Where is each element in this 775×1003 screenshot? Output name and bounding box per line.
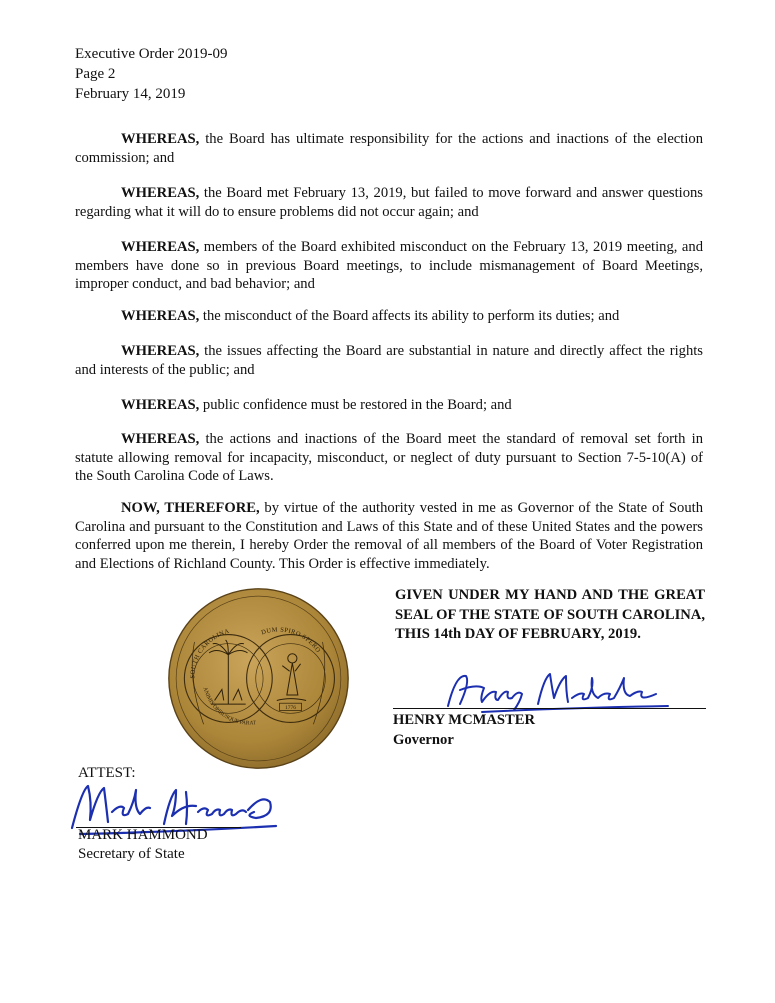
whereas-paragraph: WHEREAS, the misconduct of the Board affects its ability to perform its duties; and [121,308,620,324]
whereas-paragraph: WHEREAS, the actions and inactions of the Board meet the standard of removal set forth in statute allowing removal for incapacity, misconduct, or neglect of duty pursuant to Section 7-5-10(A) of the South Carolina Code of Laws. [75,431,703,484]
order-date: February 14, 2019 [75,86,186,102]
governor-name: HENRY MCMASTER [393,712,536,728]
governor-signature-line [393,708,706,709]
whereas-paragraph: WHEREAS, public confidence must be restored in the Board; and [121,397,512,413]
page-number: Page 2 [75,66,116,82]
order-paragraph: NOW, THEREFORE, by virtue of the authority vested in me as Governor of the State of South Carolina and pursuant to the Constitution and Laws of this State and of these United States and the powers conferred upon me therein, I hereby Order the removal of all members of the Board of Voter Registration and Elections of Richland County. This Order is effective immediately. [75,500,703,572]
svg-text:SOUTH CAROLINA: SOUTH CAROLINA [189,627,231,679]
whereas-paragraph: WHEREAS, the issues affecting the Board are substantial in nature and directly affect the rights and interests of the public; and [75,343,703,378]
secretary-title: Secretary of State [78,846,185,862]
svg-text:ANIMIS OPIBUSQUE PARATI: ANIMIS OPIBUSQUE PARAT [201,686,257,727]
governor-title: Governor [393,732,454,748]
given-under-hand-clause: GIVEN UNDER MY HAND AND THE GREAT SEAL OF THE STATE OF SOUTH CAROLINA, THIS 14th DAY OF FEBRUARY, 2019. [395,587,705,642]
svg-text:DUM SPIRO SPERO: DUM SPIRO SPERO [260,626,322,655]
attest-label: ATTEST: [78,765,136,781]
order-number: Executive Order 2019-09 [75,46,228,62]
great-seal-image [167,587,350,770]
whereas-paragraph: WHEREAS, the Board has ultimate responsibility for the actions and inactions of the election commission; and [75,131,703,166]
secretary-name: MARK HAMMOND [78,827,208,843]
svg-text:1776: 1776 [285,705,297,712]
whereas-paragraph: WHEREAS, the Board met February 13, 2019, but failed to move forward and answer questions regarding what it will do to ensure problems did not occur again; and [75,185,703,220]
document-header [75,44,227,104]
whereas-paragraph: WHEREAS, members of the Board exhibited misconduct on the February 13, 2019 meeting, and members have done so in previous Board meetings, to include mismanagement of Board Meetings, improper conduct, and bad behavior; and [75,239,703,292]
